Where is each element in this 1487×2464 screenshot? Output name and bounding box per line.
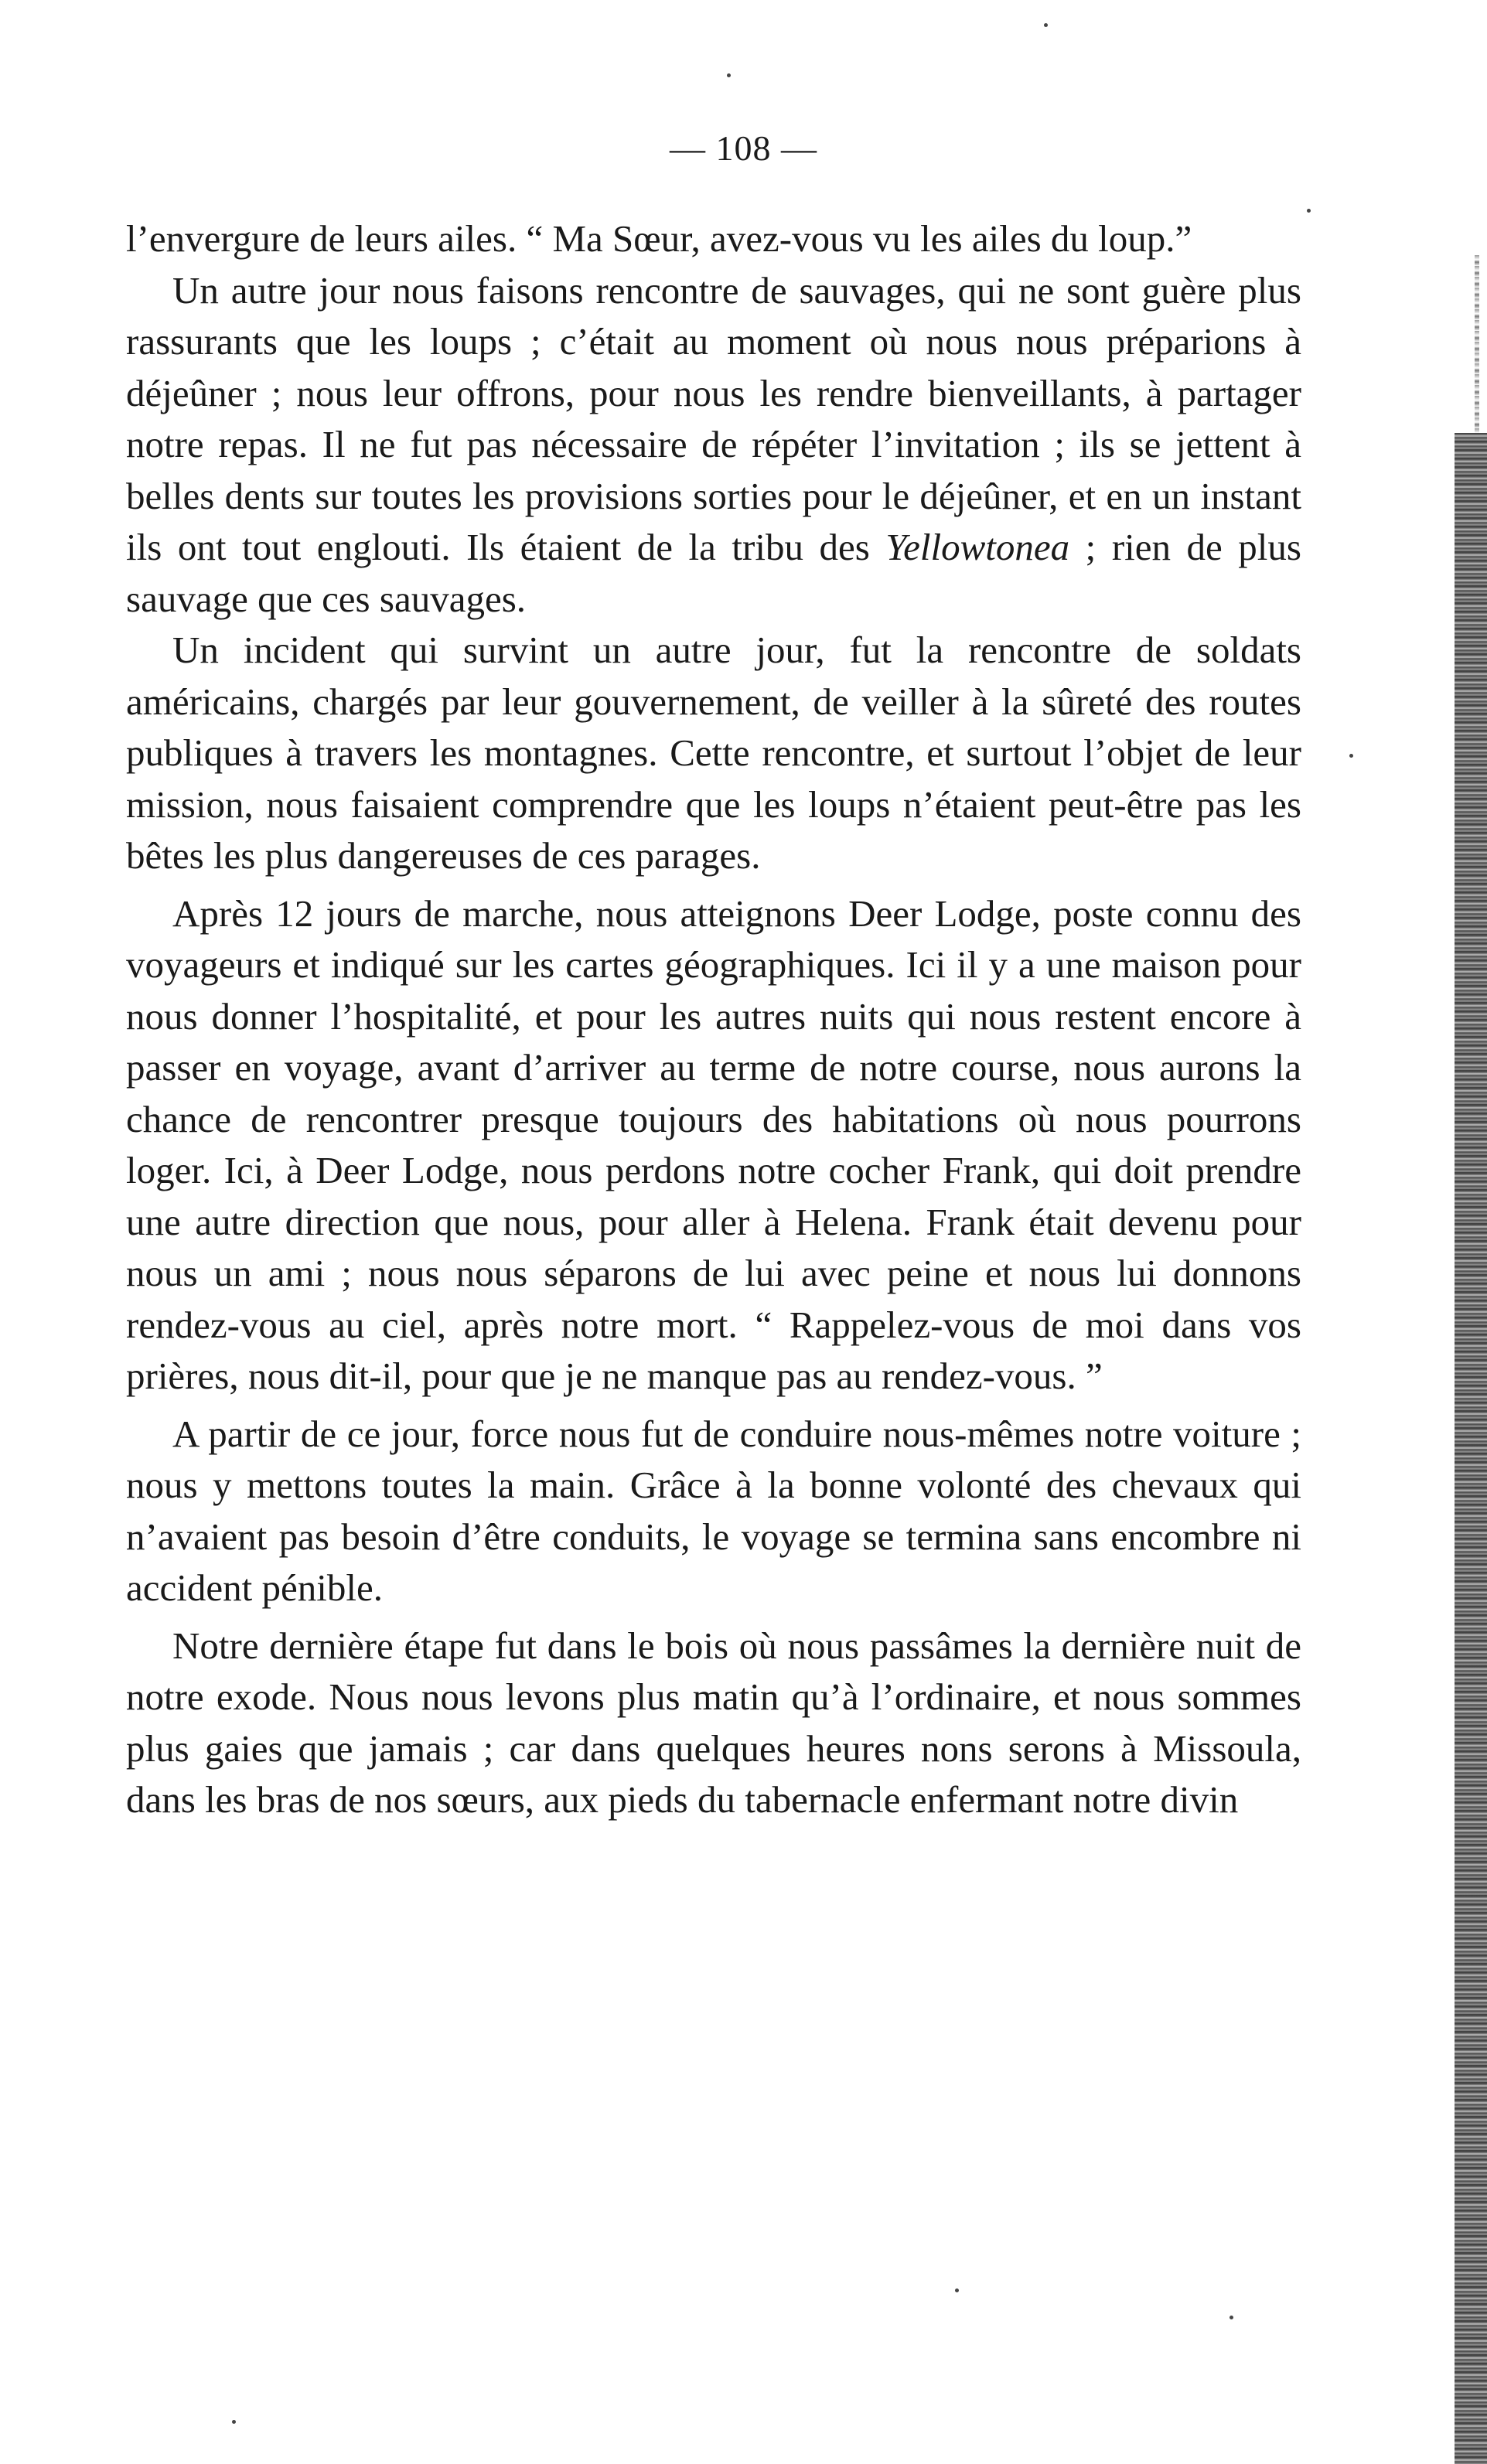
scan-speck — [1044, 23, 1048, 27]
scan-speck — [1307, 209, 1311, 213]
paragraph-2-text-before: Un autre jour nous faisons rencontre de sauvages, qui ne sont guère plus rassurants que les loups ; c’était au moment où nous nous préparions à déjeûner ; nous leur offrons, pour nous les rendre bienveillants, à partager notre repas. Il ne fut pas nécessaire de répéter l’invitation ; ils se jettent à belles dents sur toutes les provisions sorties pour le déjeûner, et en un instant ils ont tout englouti. Ils étaient de la tribu des — [126, 268, 1301, 568]
scan-speck — [727, 73, 731, 77]
scan-speck — [1349, 754, 1353, 758]
scan-speck — [1230, 2316, 1233, 2319]
paragraph-6: Notre dernière étape fut dans le bois où nous passâmes la dernière nuit de notre exode. Nous nous levons plus matin qu’à l’ordinaire, et nous sommes plus gaies que jamais ; car dans quelques heures nons serons à Missoula, dans les bras de nos sœurs, aux pieds du tabernacle enfermant notre divin — [126, 1624, 1301, 1821]
paragraph-1: l’envergure de leurs ailes. “ Ma Sœur, avez-vous vu les ailes du loup.” — [126, 217, 1192, 260]
paragraph-2 — [126, 265, 1301, 625]
tribe-name-italic: Yellowtonea — [885, 526, 1070, 568]
paragraph-3: Un incident qui survint un autre jour, fut la rencontre de soldats américains, chargés par leur gouvernement, de veiller à la sûreté des routes publiques à travers les montagnes. Cette rencontre, et surtout l’objet de leur mission, nous faisaient comprendre que les loups n’étaient peut-être pas les bêtes les plus dangereuses de ces parages. — [126, 629, 1301, 877]
binding-edge — [1455, 433, 1487, 2464]
paragraph-4: Après 12 jours de marche, nous atteignons Deer Lodge, poste connu des voyageurs et indiqué sur les cartes géographiques. Ici il y a une maison pour nous donner l’hospitalité, et pour les autres nuits qui nous restent encore à passer en voyage, avant d’arriver au terme de notre course, nous aurons la chance de rencontrer presque toujours des habitations où nous pourrons loger. Ici, à Deer Lodge, nous perdons notre cocher Frank, qui doit prendre une autre direction que nous, pour aller à Helena. Frank était devenu pour nous un ami ; nous nous séparons de lui avec peine et nous lui donnons rendez-vous au ciel, après notre mort. “ Rappelez-vous de moi dans vos prières, nous dit-il, pour que je ne manque pas au rendez-vous. ” — [126, 891, 1301, 1397]
body-text — [126, 213, 1301, 1826]
paragraph-5: A partir de ce jour, force nous fut de conduire nous-mêmes notre voiture ; nous y mettons toutes la main. Grâce à la bonne volonté des chevaux qui n’avaient pas besoin d’être conduits, le voyage se termina sans encombre ni accident pénible. — [126, 1412, 1301, 1609]
binding-edge-faint — [1475, 255, 1479, 433]
page-number: — 108 — — [670, 128, 817, 168]
paragraph-2-text-after: ; rien de plus sauvage que ces sauvages. — [126, 526, 1301, 620]
scan-speck — [955, 2288, 959, 2292]
scan-speck — [232, 2420, 236, 2424]
